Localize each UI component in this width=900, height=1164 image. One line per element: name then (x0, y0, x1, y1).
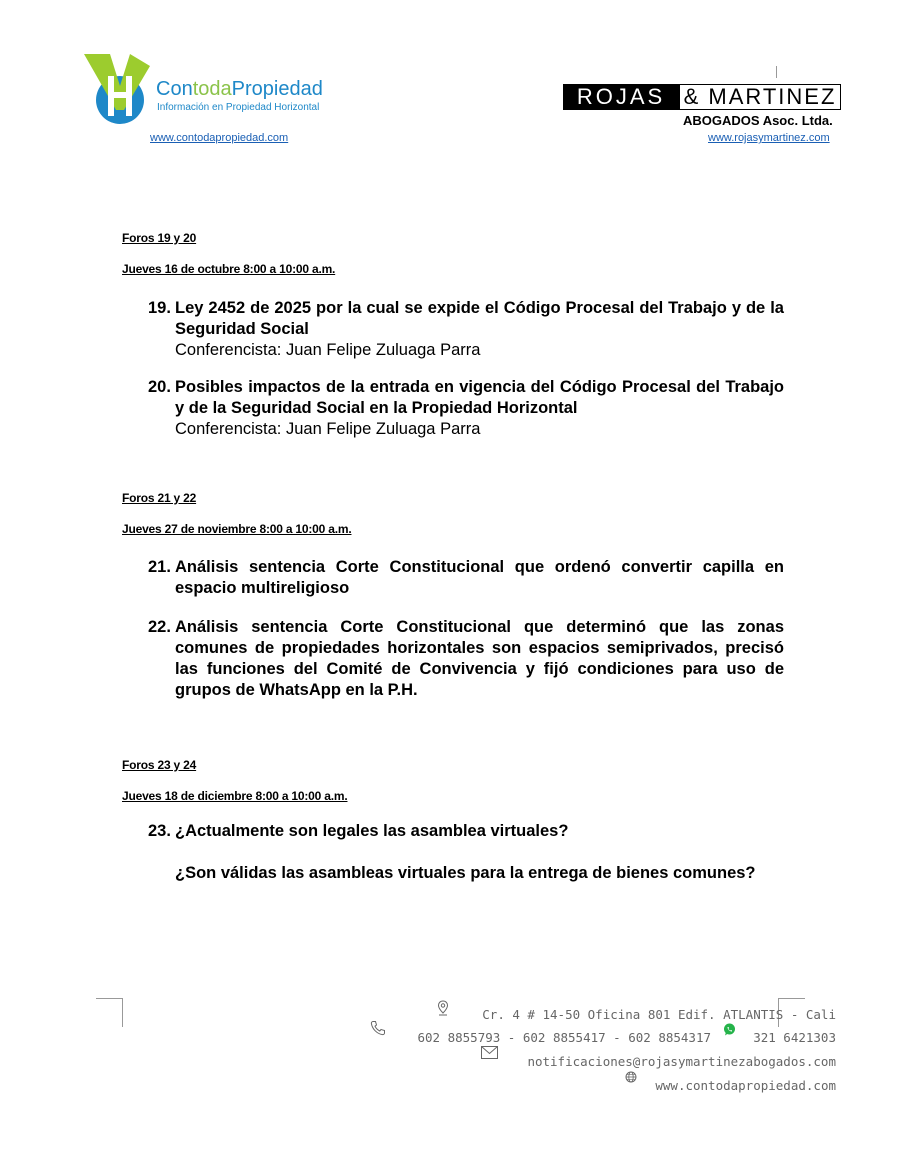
crop-mark-left (96, 998, 123, 1027)
logo-subtitle: ABOGADOS Asoc. Ltda. (683, 113, 833, 128)
contodapropiedad-emblem-icon (84, 52, 154, 128)
globe-icon (625, 1071, 637, 1083)
section-foros-heading: Foros 19 y 20 (122, 231, 197, 245)
item-title: ¿Actualmente son legales las asamblea virtuales? (175, 822, 569, 840)
contodapropiedad-logo (84, 52, 344, 132)
section-foros-heading: Foros 21 y 22 (122, 491, 197, 505)
whatsapp-icon (723, 1023, 736, 1036)
item-number: 23. (148, 822, 171, 840)
phone-icon (370, 1020, 386, 1036)
rojas-martinez-logo (563, 84, 841, 110)
item-title: Análisis sentencia Corte Constitucional que ordenó convertir capilla en espacio multireligioso (175, 558, 784, 597)
email-icon (481, 1046, 498, 1059)
footer-address: Cr. 4 # 14-50 Oficina 801 Edif. ATLANTIS - Cali (482, 1007, 836, 1022)
item-number: 22. (148, 618, 171, 636)
item-extra-question: ¿Son válidas las asambleas virtuales para la entrega de bienes comunes? (175, 864, 756, 882)
header-divider (776, 66, 777, 78)
item-number: 20. (148, 378, 171, 396)
footer-web-link[interactable]: www.contodapropiedad.com (655, 1078, 836, 1093)
location-pin-icon (437, 1000, 449, 1016)
list-item (148, 298, 784, 361)
footer-email-link[interactable]: notificaciones@rojasymartinezabogados.com (527, 1054, 836, 1069)
section-date: Jueves 18 de diciembre 8:00 a 10:00 a.m. (122, 789, 348, 803)
list-item (148, 377, 784, 440)
rojasymartinez-link[interactable]: www.rojasymartinez.com (708, 132, 830, 144)
item-number: 19. (148, 299, 171, 317)
item-number: 21. (148, 558, 171, 576)
footer-whatsapp: 321 6421303 (753, 1030, 836, 1045)
section-date: Jueves 16 de octubre 8:00 a 10:00 a.m. (122, 262, 336, 276)
list-item (148, 821, 784, 884)
brand-subtitle: Información en Propiedad Horizontal (157, 102, 320, 113)
contodapropiedad-link[interactable]: www.contodapropiedad.com (150, 132, 289, 144)
footer-phones: 602 8855793 - 602 8855417 - 602 8854317 (417, 1030, 711, 1045)
brand-name: ContodaPropiedad (156, 78, 323, 100)
section-foros-heading: Foros 23 y 24 (122, 758, 197, 772)
item-title: Ley 2452 de 2025 por la cual se expide el Código Procesal del Trabajo y de la Seguridad Social (175, 299, 784, 338)
item-title: Análisis sentencia Corte Constitucional que determinó que las zonas comunes de propiedades horizontales son espacios semiprivados, precisó las funciones del Comité de Convivencia y fijó condiciones para uso de grupos de WhatsApp en la P.H. (175, 618, 784, 699)
item-speaker: Conferencista: Juan Felipe Zuluaga Parra (175, 341, 481, 359)
logo-name-right: & MARTINEZ (679, 84, 841, 110)
item-title: Posibles impactos de la entrada en vigencia del Código Procesal del Trabajo y de la Seguridad Social en la Propiedad Horizontal (175, 378, 784, 417)
list-item (148, 557, 784, 599)
item-speaker: Conferencista: Juan Felipe Zuluaga Parra (175, 420, 481, 438)
list-item (148, 617, 784, 701)
logo-name-left: ROJAS (563, 84, 679, 110)
section-date: Jueves 27 de noviembre 8:00 a 10:00 a.m. (122, 522, 352, 536)
